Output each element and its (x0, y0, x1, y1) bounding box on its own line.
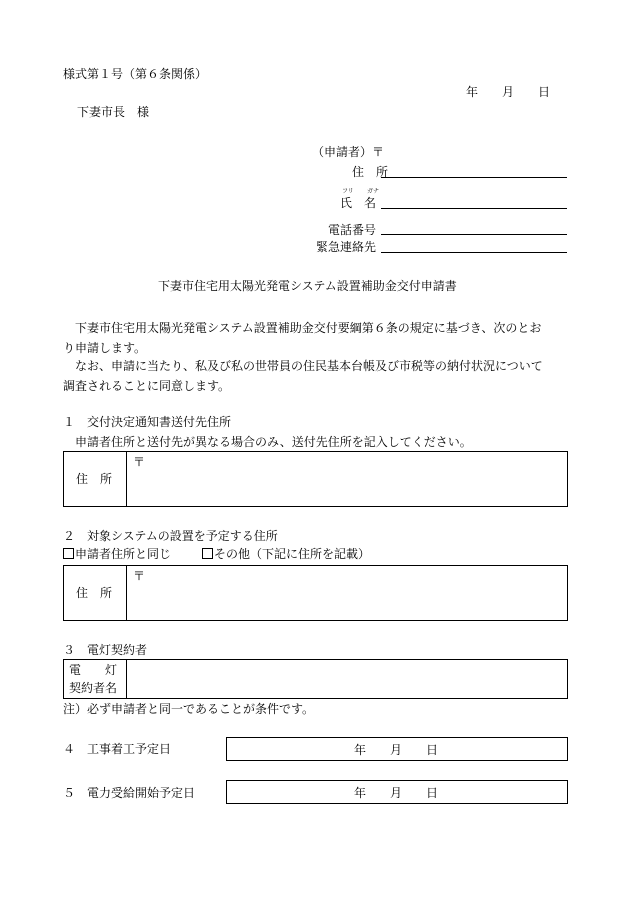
section1-note: 申請者住所と送付先が異なる場合のみ、送付先住所を記入してください。 (75, 435, 472, 449)
section3-heading: ３ 電灯契約者 (63, 643, 148, 657)
section4-label: ４ 工事着工予定日 (63, 742, 172, 756)
section1-cell-label: 住 所 (76, 472, 113, 486)
addressee: 下妻市長 様 (77, 105, 150, 119)
body-p1-line1: 下妻市住宅用太陽光発電システム設置補助金交付要綱第６条の規定に基づき、次のとお (75, 321, 542, 335)
section3-contractor-box[interactable] (63, 659, 568, 699)
section2-heading: ２ 対象システムの設置を予定する住所 (63, 529, 278, 543)
section1-heading: １ 交付決定通知書送付先住所 (63, 415, 232, 429)
section2-address-box[interactable] (63, 565, 568, 621)
section3-divider (126, 660, 127, 698)
applicant-emergency-label: 緊急連絡先 (316, 240, 377, 254)
document-title: 下妻市住宅用太陽光発電システム設置補助金交付申請書 (158, 279, 457, 293)
section1-divider (126, 452, 127, 506)
applicant-emergency-field[interactable] (381, 252, 567, 253)
section2-option-other[interactable] (202, 548, 370, 560)
section2-cell-label: 住 所 (76, 586, 113, 600)
section1-address-box[interactable] (63, 451, 568, 507)
body-p1-line2: り申請します。 (63, 341, 147, 355)
applicant-address-label: 住 所 (352, 165, 389, 179)
form-id: 様式第１号（第６条関係） (63, 67, 208, 81)
section5-date-box[interactable] (226, 780, 568, 804)
section2-postal-mark: 〒 (133, 569, 146, 583)
applicant-phone-field[interactable] (381, 234, 567, 235)
section3-note: 注）必ず申請者と同一であることが条件です。 (63, 702, 315, 716)
body-paragraph-1 (63, 318, 571, 358)
section3-label-line1: 電 灯 (69, 663, 118, 677)
furigana-2: ガナ (367, 188, 380, 195)
section4-date-box[interactable] (226, 737, 568, 761)
body-paragraph-2 (63, 356, 571, 396)
section2-option2-label: その他（下記に住所を記載） (214, 547, 371, 561)
applicant-label: （申請者）〒 (312, 145, 385, 159)
applicant-name-field[interactable] (381, 208, 567, 209)
section5-label: ５ 電力受給開始予定日 (63, 786, 196, 800)
section3-label-line2: 契約者名 (69, 681, 118, 695)
applicant-address-field[interactable] (381, 177, 567, 178)
section2-divider (126, 566, 127, 620)
section4-date: 年 月 日 (354, 743, 439, 757)
checkbox-other-address[interactable] (202, 548, 213, 559)
body-p2-line1: なお、申請に当たり、私及び私の世帯員の住民基本台帳及び市税等の納付状況について (75, 359, 543, 373)
body-p2-line2: 調査されることに同意します。 (63, 379, 231, 393)
section1-postal-mark: 〒 (133, 455, 146, 469)
checkbox-same-address[interactable] (63, 548, 74, 559)
date-line: 年 月 日 (466, 85, 551, 99)
section5-date: 年 月 日 (354, 786, 439, 800)
section2-option1-label: 申請者住所と同じ (75, 547, 172, 561)
applicant-phone-label: 電話番号 (328, 223, 377, 237)
section2-option-same[interactable] (63, 548, 171, 560)
furigana-1: フリ (342, 188, 354, 195)
applicant-name-label: 氏 名 (340, 196, 377, 210)
